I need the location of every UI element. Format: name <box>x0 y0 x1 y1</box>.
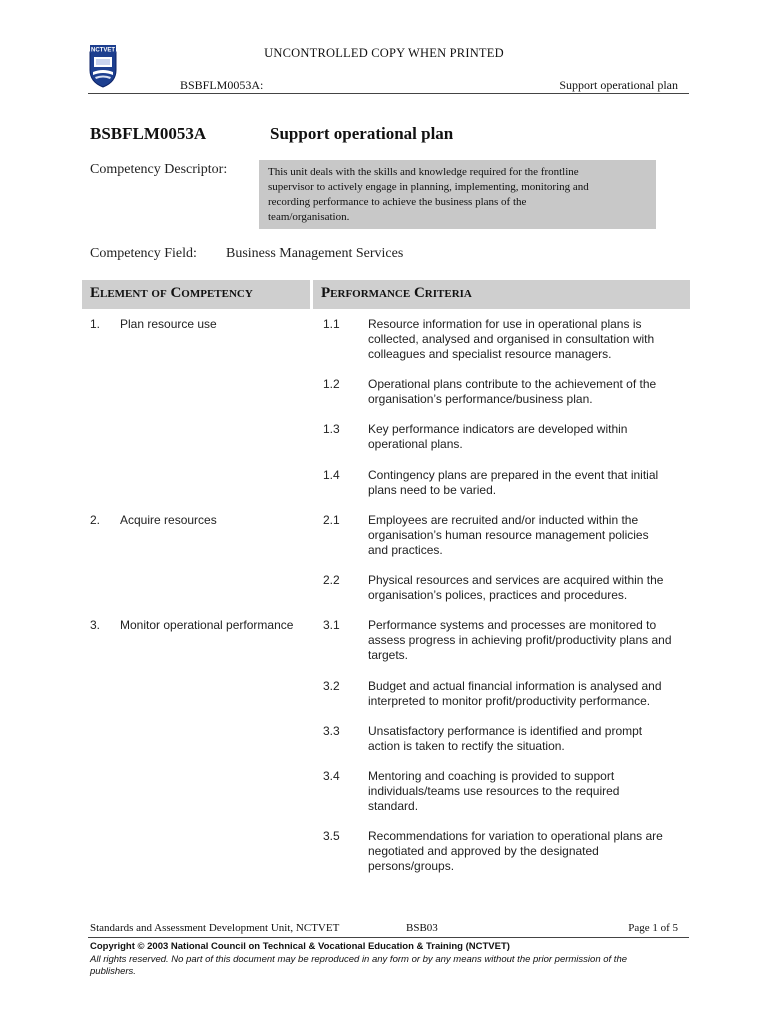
descriptor-line: recording performance to achieve the business plans of the <box>268 196 527 208</box>
criterion-line: operational plans. <box>368 437 463 451</box>
criterion-line: organisation’s performance/business plan. <box>368 392 593 406</box>
criterion-text <box>368 468 690 498</box>
criterion-line: organisation’s polices, practices and procedures. <box>368 588 628 602</box>
rights-line: publishers. <box>90 966 136 977</box>
criterion-line: Performance systems and processes are monitored to <box>368 618 657 632</box>
unit-code: BSBFLM0053A <box>90 124 207 143</box>
element-number: 1. <box>90 317 101 331</box>
criterion-number: 3.3 <box>323 724 340 738</box>
criterion-line: plans need to be varied. <box>368 483 497 497</box>
criterion-line: assess progress in achieving profit/productivity plans and <box>368 633 672 647</box>
criterion-text <box>368 829 690 874</box>
criterion-line: persons/groups. <box>368 859 455 873</box>
competency-descriptor-box <box>259 160 656 229</box>
criterion-line: Key performance indicators are developed within <box>368 422 628 436</box>
footer-unit-name: Standards and Assessment Development Unit, NCTVET <box>90 922 340 934</box>
criterion-line: interpreted to monitor profit/productivity performance. <box>368 694 651 708</box>
performance-criteria-header: Performance Criteria <box>313 280 690 309</box>
criterion-number: 1.1 <box>323 317 340 331</box>
criterion-number: 1.2 <box>323 377 340 391</box>
header-unit-title: Support operational plan <box>559 78 678 92</box>
criterion-number: 3.2 <box>323 679 340 693</box>
criterion-number: 1.4 <box>323 468 340 482</box>
criterion-line: organisation’s human resource management policies <box>368 528 649 542</box>
criterion-text <box>368 377 690 407</box>
footer-code: BSB03 <box>406 922 438 934</box>
criterion-line: targets. <box>368 648 409 662</box>
criterion-number: 3.5 <box>323 829 340 843</box>
criterion-line: Budget and actual financial information is analysed and <box>368 679 662 693</box>
criterion-line: standard. <box>368 799 419 813</box>
footer-divider <box>88 937 689 938</box>
criterion-number: 1.3 <box>323 422 340 436</box>
criterion-text <box>368 573 690 603</box>
competency-field-value: Business Management Services <box>226 246 404 261</box>
header-divider <box>88 93 689 94</box>
competency-descriptor-label: Competency Descriptor: <box>90 162 228 177</box>
criterion-number: 3.1 <box>323 618 340 632</box>
competency-table-header <box>82 280 690 309</box>
criterion-line: Employees are recruited and/or inducted within the <box>368 513 639 527</box>
element-of-competency-header: Element of Competency <box>82 280 310 309</box>
rights-notice <box>90 954 680 978</box>
criterion-text <box>368 317 690 362</box>
criterion-text <box>368 769 690 814</box>
criterion-line: Operational plans contribute to the achievement of the <box>368 377 657 391</box>
criterion-text <box>368 618 690 663</box>
criterion-line: Resource information for use in operational plans is <box>368 317 642 331</box>
criterion-text <box>368 513 690 558</box>
element-number: 3. <box>90 618 101 632</box>
logo-text: NCTVET <box>91 47 115 54</box>
criterion-line: colleagues and specialist resource managers. <box>368 347 612 361</box>
criterion-line: individuals/teams use resources to the required <box>368 784 620 798</box>
page-number: Page 1 of 5 <box>628 922 678 934</box>
header-unit-code: BSBFLM0053A: <box>180 78 264 92</box>
element-label: Acquire resources <box>120 513 217 527</box>
criterion-text <box>368 422 690 452</box>
uncontrolled-copy-notice: UNCONTROLLED COPY WHEN PRINTED <box>264 46 504 60</box>
criterion-line: Contingency plans are prepared in the event that initial <box>368 468 659 482</box>
unit-title: Support operational plan <box>270 124 454 143</box>
criterion-line: Physical resources and services are acquired within the <box>368 573 664 587</box>
element-label: Plan resource use <box>120 317 217 331</box>
descriptor-line: team/organisation. <box>268 211 350 223</box>
criterion-line: Unsatisfactory performance is identified and prompt <box>368 724 643 738</box>
criterion-line: collected, analysed and organised in consultation with <box>368 332 655 346</box>
criterion-text <box>368 679 690 709</box>
criterion-line: Recommendations for variation to operational plans are <box>368 829 663 843</box>
criterion-number: 2.2 <box>323 573 340 587</box>
competency-field-label: Competency Field: <box>90 246 197 261</box>
element-label: Monitor operational performance <box>120 618 294 632</box>
criterion-number: 2.1 <box>323 513 340 527</box>
criterion-number: 3.4 <box>323 769 340 783</box>
criterion-line: Mentoring and coaching is provided to support <box>368 769 615 783</box>
criterion-line: and practices. <box>368 543 443 557</box>
descriptor-line: supervisor to actively engage in planning, implementing, monitoring and <box>268 181 589 193</box>
copyright-notice: Copyright © 2003 National Council on Technical & Vocational Education & Training (NCTVET) <box>90 941 510 952</box>
criterion-text <box>368 724 690 754</box>
criterion-line: negotiated and approved by the designated <box>368 844 599 858</box>
rights-line: All rights reserved. No part of this document may be reproduced in any form or by any means without the prior permission of the <box>90 954 628 965</box>
criterion-line: action is taken to rectify the situation. <box>368 739 565 753</box>
descriptor-line: This unit deals with the skills and knowledge required for the frontline <box>268 166 579 178</box>
element-number: 2. <box>90 513 101 527</box>
